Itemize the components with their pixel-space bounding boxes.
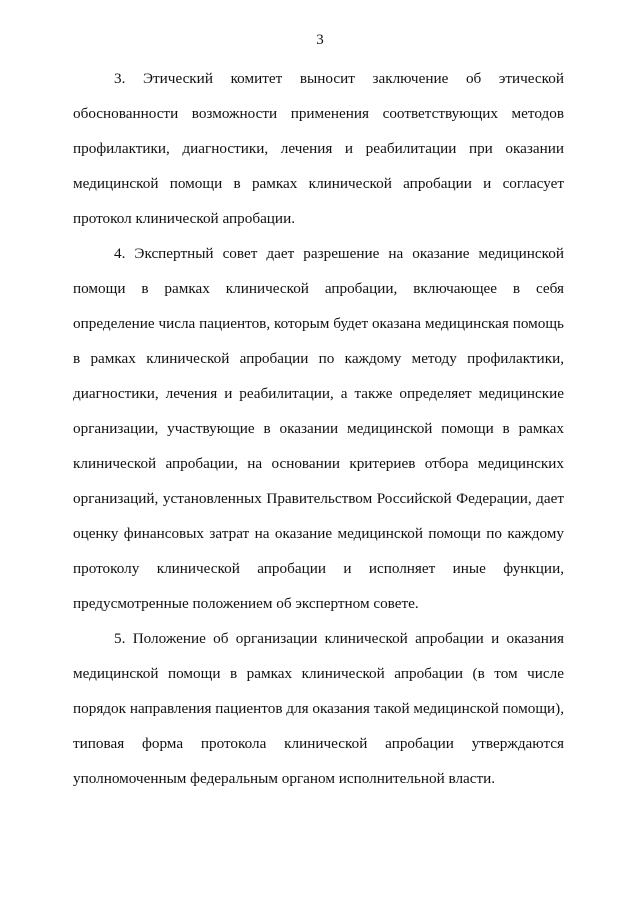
page-number: 3 xyxy=(316,32,324,48)
document-body xyxy=(73,61,564,796)
paragraph-3: 3. Этический комитет выносит заключение об этической обоснованности возможности применения соответствующих методов профилактики, диагностики, лечения и реабилитации при оказании медицинской помощи в рамках клинической апробации и согласует протокол клинической апробации. xyxy=(73,70,564,227)
paragraph-4: 4. Экспертный совет дает разрешение на оказание медицинской помощи в рамках клинической апробации, включающее в себя определение числа пациентов, которым будет оказана медицинская помощь в рамках клинической апробации по каждому методу профилактики, диагностики, лечения и реабилитации, а также определяет медицинские организации, участвующие в оказании медицинской помощи в рамках клинической апробации, на основании критериев отбора медицинских организаций, установленных Правительством Российской Федерации, дает оценку финансовых затрат на оказание медицинской помощи по каждому протоколу клинической апробации и исполняет иные функции, предусмотренные положением об экспертном совете. xyxy=(73,245,564,612)
paragraph-5: 5. Положение об организации клинической апробации и оказания медицинской помощи в рамках клинической апробации (в том числе порядок направления пациентов для оказания такой медицинской помощи), типовая форма протокола клинической апробации утверждаются уполномоченным федеральным органом исполнительной власти. xyxy=(73,630,564,787)
